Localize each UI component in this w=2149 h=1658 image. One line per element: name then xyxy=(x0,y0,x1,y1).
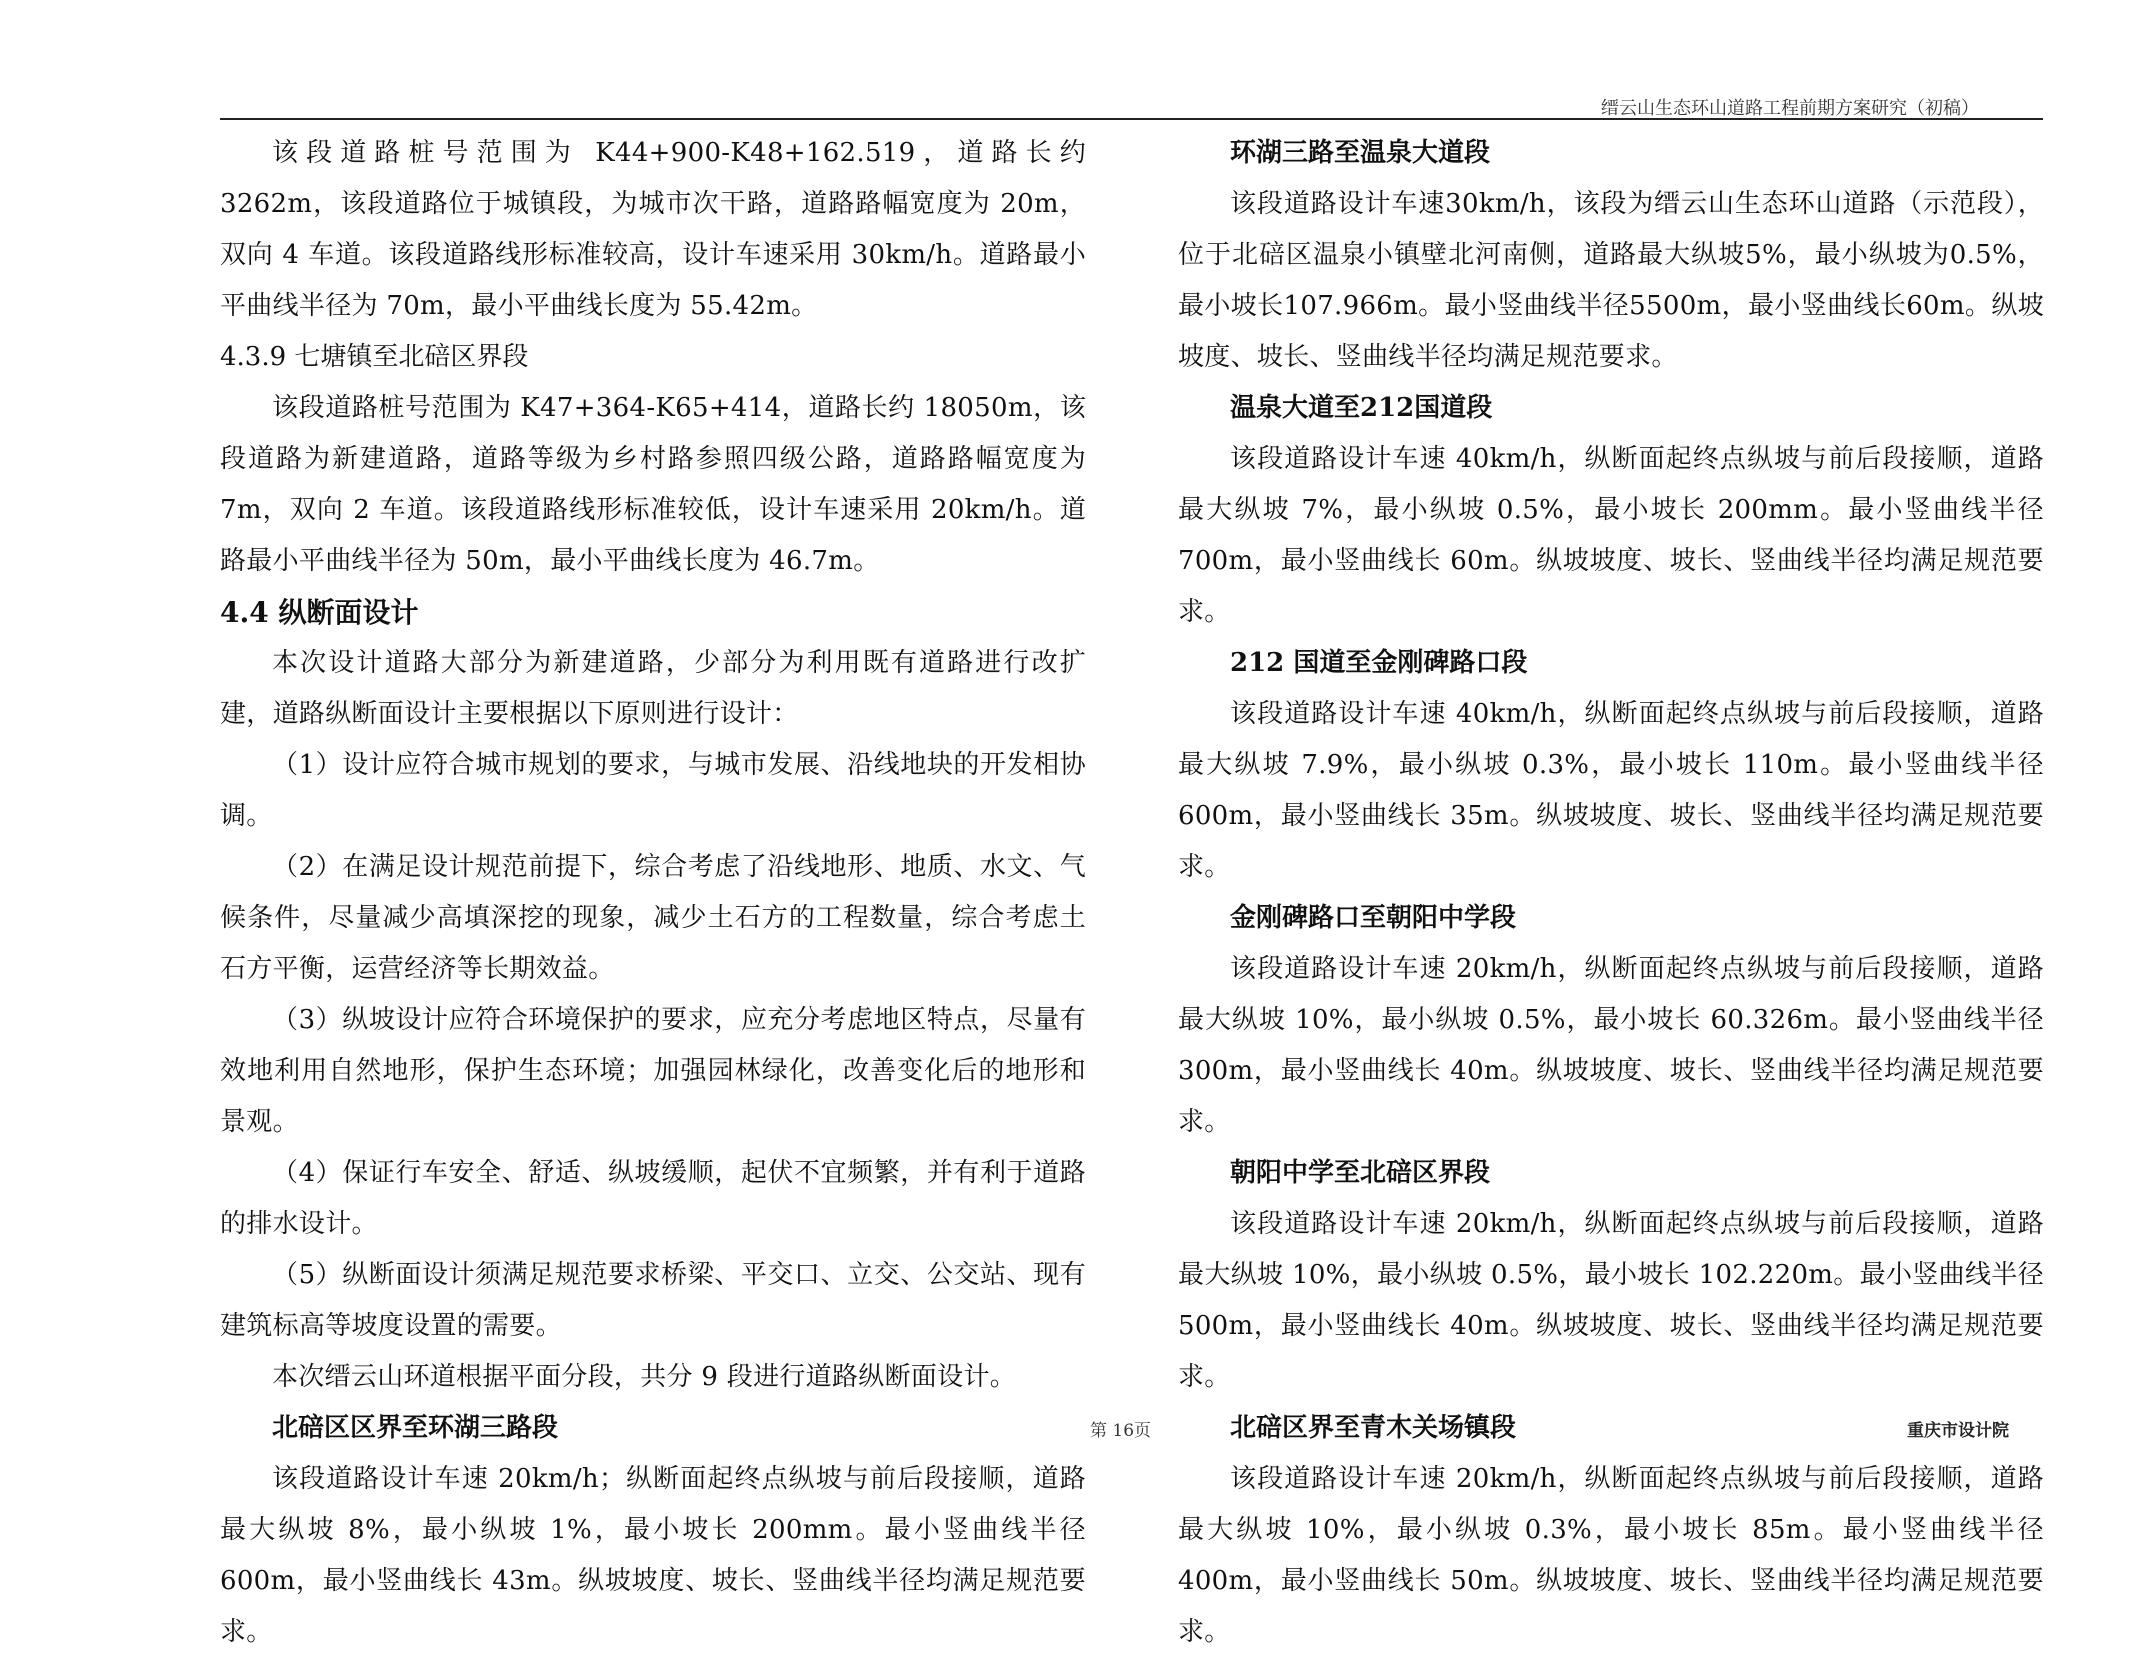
principle-item-1: （1）设计应符合城市规划的要求，与城市发展、沿线地块的开发相协调。 xyxy=(220,750,1086,831)
page-number: 第 16页 xyxy=(1090,1421,1152,1441)
segment-paragraph-5: 该段道路设计车速 20km/h，纵断面起终点纵坡与前后段接顺，道路最大纵坡 10%，最小纵坡 0.5%，最小坡长 60.326m。最小竖曲线半径 300m，最小竖曲线长 40m。纵坡坡度、坡长、竖曲线半径均满足规范要求。 xyxy=(1178,954,2044,1137)
segment-heading-1: 北碚区区界至环湖三路段 xyxy=(272,1413,559,1443)
header-divider xyxy=(220,118,2043,120)
paragraph-design-intro: 本次设计道路大部分为新建道路，少部分为利用既有道路进行改扩建，道路纵断面设计主要根据以下原则进行设计： xyxy=(220,648,1086,729)
paragraph-segment-count: 本次缙云山环道根据平面分段，共分 9 段进行道路纵断面设计。 xyxy=(272,1362,1017,1392)
segment-heading-7: 北碚区界至青木关场镇段 xyxy=(1230,1413,1517,1443)
left-column xyxy=(220,128,1086,1658)
segment-paragraph-6: 该段道路设计车速 20km/h，纵断面起终点纵坡与前后段接顺，道路最大纵坡 10%，最小纵坡 0.5%，最小坡长 102.220m。最小竖曲线半径 500m，最小竖曲线长 40m。纵坡坡度、坡长、竖曲线半径均满足规范要求。 xyxy=(1178,1209,2044,1392)
segment-heading-5: 金刚碑路口至朝阳中学段 xyxy=(1230,903,1517,933)
segment-heading-2: 环湖三路至温泉大道段 xyxy=(1230,138,1491,168)
principle-item-2: （2）在满足设计规范前提下，综合考虑了沿线地形、地质、水文、气候条件，尽量减少高填深挖的现象，减少土石方的工程数量，综合考虑土石方平衡，运营经济等长期效益。 xyxy=(220,852,1086,984)
footer-organization: 重庆市设计院 xyxy=(1907,1421,2009,1441)
paragraph-segment-k47: 该段道路桩号范围为 K47+364-K65+414，道路长约 18050m，该段道路为新建道路，道路等级为乡村路参照四级公路，道路路幅宽度为 7m，双向 2 车道。该段道路线形标准较低，设计车速采用 20km/h。道路最小平曲线半径为 50m，最小平曲线长度为 46.7m。 xyxy=(220,393,1086,576)
header-title: 缙云山生态环山道路工程前期方案研究（初稿） xyxy=(1601,98,1979,119)
segment-heading-4: 212 国道至金刚碑路口段 xyxy=(1230,648,1528,678)
subsection-heading-4-3-9: 4.3.9 七塘镇至北碚区界段 xyxy=(220,342,529,372)
section-heading-4-4: 4.4 纵断面设计 xyxy=(220,596,419,629)
principle-item-5: （5）纵断面设计须满足规范要求桥梁、平交口、立交、公交站、现有建筑标高等坡度设置的需要。 xyxy=(220,1260,1086,1341)
segment-paragraph-2: 该段道路设计车速30km/h，该段为缙云山生态环山道路（示范段），位于北碚区温泉小镇壁北河南侧，道路最大纵坡5%，最小纵坡为0.5%，最小坡长107.966m。最小竖曲线半径5500m，最小竖曲线长60m。纵坡坡度、坡长、竖曲线半径均满足规范要求。 xyxy=(1178,189,2044,372)
segment-paragraph-1: 该段道路设计车速 20km/h；纵断面起终点纵坡与前后段接顺，道路最大纵坡 8%，最小纵坡 1%，最小坡长 200mm。最小竖曲线半径 600m，最小竖曲线长 43m。纵坡坡度、坡长、竖曲线半径均满足规范要求。 xyxy=(220,1464,1086,1647)
paragraph-segment-k44: 该段道路桩号范围为 K44+900-K48+162.519，道路长约 3262m，该段道路位于城镇段，为城市次干路，道路路幅宽度为 20m，双向 4 车道。该段道路线形标准较高，设计车速采用 30km/h。道路最小平曲线半径为 70m，最小平曲线长度为 55.42m。 xyxy=(220,138,1086,321)
segment-paragraph-7: 该段道路设计车速 20km/h，纵断面起终点纵坡与前后段接顺，道路最大纵坡 10%，最小纵坡 0.3%，最小坡长 85m。最小竖曲线半径 400m，最小竖曲线长 50m。纵坡坡度、坡长、竖曲线半径均满足规范要求。 xyxy=(1178,1464,2044,1647)
principle-item-3: （3）纵坡设计应符合环境保护的要求，应充分考虑地区特点，尽量有效地利用自然地形，保护生态环境；加强园林绿化，改善变化后的地形和景观。 xyxy=(220,1005,1086,1137)
segment-heading-3: 温泉大道至212国道段 xyxy=(1230,393,1493,423)
segment-paragraph-4: 该段道路设计车速 40km/h，纵断面起终点纵坡与前后段接顺，道路最大纵坡 7.9%，最小纵坡 0.3%，最小坡长 110m。最小竖曲线半径 600m，最小竖曲线长 35m。纵坡坡度、坡长、竖曲线半径均满足规范要求。 xyxy=(1178,699,2044,882)
principle-item-4: （4）保证行车安全、舒适、纵坡缓顺，起伏不宜频繁，并有利于道路的排水设计。 xyxy=(220,1158,1086,1239)
segment-heading-6: 朝阳中学至北碚区界段 xyxy=(1230,1158,1491,1188)
segment-paragraph-3: 该段道路设计车速 40km/h，纵断面起终点纵坡与前后段接顺，道路最大纵坡 7%，最小纵坡 0.5%，最小坡长 200mm。最小竖曲线半径 700m，最小竖曲线长 60m。纵坡坡度、坡长、竖曲线半径均满足规范要求。 xyxy=(1178,444,2044,627)
